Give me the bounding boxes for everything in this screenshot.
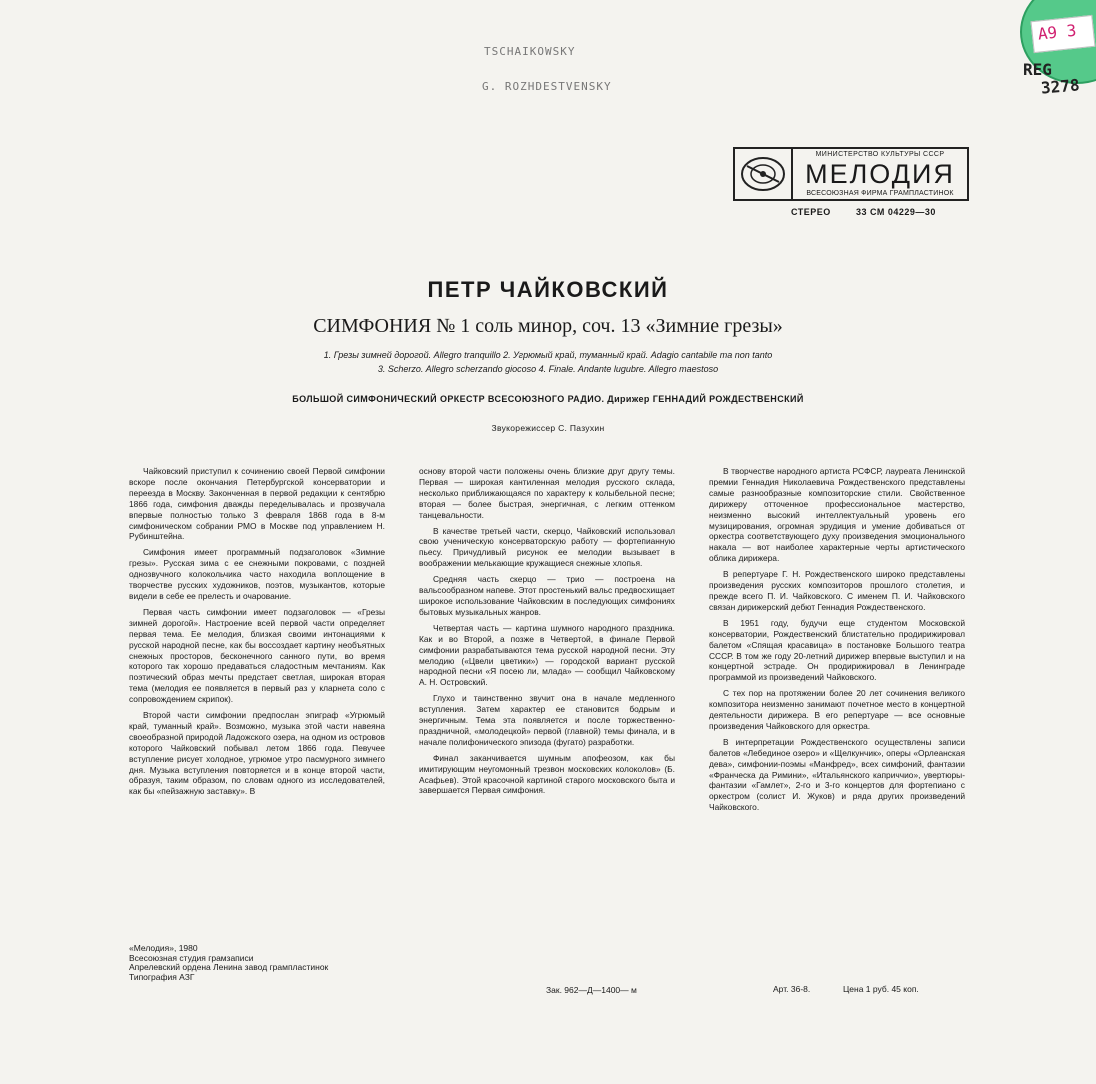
paragraph: Финал заканчивается шумным апофеозом, как бы имитирующим неугомонный трезвон московских колоколов» (Б. Асафьев). Этой красочной картиной старого московского быта и завершается Первая симфония.: [419, 752, 675, 796]
paragraph: В 1951 году, будучи еще студентом Московской консерватории, Рождественский блистательно продирижировал балетом «Спящая красавица» в постановке Большого театра СССР. В том же году 20-летний дирижер впервые выступил и на концертной эстраде. Он продирижировал в Ленинграде программой из произведений Чайковского.: [709, 617, 965, 683]
text-column-3: [709, 466, 965, 818]
paragraph: основу второй части положены очень близкие друг другу темы. Первая — широкая кантиленная мелодия русского склада, несколько приближающаяся по характеру к колыбельной песне; вторая — более быстрая, энергичная, с легким оттенком танцевальности.: [419, 466, 675, 520]
melodiya-logo: [733, 147, 969, 201]
reg-label: REG: [1023, 60, 1052, 79]
text-column-1: [129, 466, 385, 802]
logo-ministry: МИНИСТЕРСТВО КУЛЬТУРЫ СССР: [815, 151, 945, 158]
footer-studio: Всесоюзная студия грамзаписи: [129, 952, 254, 963]
footer-order: Зак. 962—Д—1400— м: [546, 985, 637, 995]
movements-line-2: 3. Scherzo. Allegro scherzando giocoso 4. Finale. Andante lugubre. Allegro maestoso: [377, 364, 719, 374]
sticker-code: A9 3: [1036, 20, 1078, 44]
handwritten-conductor-note: G. ROZHDESTVENSKY: [482, 80, 612, 93]
text-column-2: [419, 466, 675, 801]
composer-title: ПЕТР ЧАЙКОВСКИЙ: [427, 277, 669, 302]
paragraph: Глухо и таинственно звучит она в начале медленного вступления. Затем характер ее становится бодрым и энергичным. Тема эта появляется и после торжественно-праздничной, «молодецкой» первой (главной) темы финала, и в начале полифонического эпизода (фугато) разработки.: [419, 693, 675, 747]
sound-engineer-credit: Звукорежиссер С. Пазухин: [491, 423, 605, 433]
paragraph: Чайковский приступил к сочинению своей Первой симфонии вскоре после окончания Петербургской консерватории и переезда в Москву. Законченная в первой редакции к сентябрю 1866 года, симфония дважды переделывалась и прозвучала впервые полностью только 3 февраля 1868 года в 8-м симфоническом собрании РМО в Москве под управлением Н. Рубинштейна.: [129, 466, 385, 542]
paragraph: С тех пор на протяжении более 20 лет сочинения великого композитора неизменно занимают почетное место в концертной деятельности дирижера. В его репертуаре — все основные произведения Чайковского для оркестра.: [709, 688, 965, 731]
logo-brand: МЕЛОДИЯ: [805, 158, 955, 189]
orchestra-credit: БОЛЬШОЙ СИМФОНИЧЕСКИЙ ОРКЕСТР ВСЕСОЮЗНОГО РАДИО. Дирижер ГЕННАДИЙ РОЖДЕСТВЕНСКИЙ: [292, 394, 804, 404]
paragraph: Первая часть симфонии имеет подзаголовок — «Грезы зимней дорогой». Настроение всей первой части определяет первая тема. Ее мелодия, близкая своими интонациями к русской народной песне, как бы воссоздает картину необъятных снежных просторов, бесконечного санного пути, во время которого так хорошо предаваться сладостным мечтаниям. Как поэтический образ мечты предстает светлая, широкая вторая тема (мелодия ее появляется в первый раз у кларнета соло с сопровождением скрипок).: [129, 606, 385, 705]
record-emblem-icon: [735, 149, 793, 199]
sticker-label: [1030, 15, 1095, 53]
logo-firm: ВСЕСОЮЗНАЯ ФИРМА ГРАМПЛАСТИНОК: [806, 190, 954, 197]
catalog-number: 33 СМ 04229—30: [856, 207, 936, 217]
work-title: СИМФОНИЯ № 1 соль минор, соч. 13 «Зимние грезы»: [313, 315, 783, 337]
footer-publisher: «Мелодия», 1980: [129, 943, 198, 953]
reg-number: 3278: [1040, 75, 1081, 98]
paragraph: В репертуаре Г. Н. Рождественского широко представлены произведения русских композиторов прошлого столетия, и прежде всего П. И. Чайковского. С именем П. И. Чайковского связан дирижерский дебют Геннадия Рождественского.: [709, 569, 965, 612]
paragraph: Средняя часть скерцо — трио — построена на вальсообразном напеве. Этот простенький вальс предвосхищает широкое использование Чайковским в последующих симфониях бытовых музыкальных жанров.: [419, 574, 675, 617]
paragraph: В интерпретации Рождественского осуществлены записи балетов «Лебединое озеро» и «Щелкунчик», оперы «Орлеанская дева», симфонии-поэмы «Манфред», всех симфоний, фантазии «Франческа да Римини», «Итальянского каприччио», увертюры-фантазии «Гамлет», 2-го и 3-го концертов для фортепиано с оркестром (солист И. Жуков) и ряда других произведений Чайковского.: [709, 736, 965, 813]
paragraph: В качестве третьей части, скерцо, Чайковский использовал свою ученическую консерваторскую работу — фортепианную пьесу. Причудливый рисунок ее мелодии вызывает в воображении мелькающие кружащиеся снежные хлопья.: [419, 525, 675, 569]
footer-article: Арт. 36-8.: [773, 984, 811, 994]
footer-imprint: [129, 944, 328, 982]
movements-line-1: 1. Грезы зимней дорогой. Allegro tranquillo 2. Угрюмый край, туманный край. Adagio cantabile ma non tanto: [323, 350, 773, 360]
footer-printer: Типография АЗГ: [129, 971, 195, 982]
footer-factory: Апрелевский ордена Ленина завод грампластинок: [129, 962, 329, 972]
paragraph: Четвертая часть — картина шумного народного праздника. Как и во Второй, а позже в Четвертой, в финале Первой симфонии разрабатываются тема русской народной песни. Эту мелодию («Цвели цветики») — городской вариант русской народной песни «Я посею ли, младa» — сообщил Чайковскому А. Н. Островский.: [419, 622, 675, 688]
paragraph: Симфония имеет программный подзаголовок «Зимние грезы». Русская зима с ее снежными покровами, с поздней однозвучного колокольчика часто находила воплощение в творчестве русских художников, поэтов, музыкантов, которые видели в себе ее прелесть и очарование.: [129, 547, 385, 601]
stereo-label: СТЕРЕО: [791, 207, 831, 217]
footer-price: Цена 1 руб. 45 коп.: [843, 984, 919, 994]
paragraph: Второй части симфонии предпослан эпиграф «Угрюмый край, туманный край». Возможно, музыка этой части навеяна своеобразной природой Ладожского озера, на одном из островов которого Чайковский побывал летом 1866 года. Певучее вступление рисует холодное, угрюмое утро пасмурного зимнего дня. Музыка вступления повторяется и в конце второй части, образуя, таким образом, по словам одного из исследователей, как бы «пейзажную заставку». В: [129, 710, 385, 797]
paragraph: В творчестве народного артиста РСФСР, лауреата Ленинской премии Геннадия Николаевича Рождественского представлены самые разнообразные композиторские стили. Свойственное дирижеру отточенное профессиональное мастерство, неизменно высокий интеллектуальный уровень его музицирования, огромная эрудиция и умение добиваться от оркестра соответствующего духу произведения эмоционального накала — вот наиболее характерные черты артистического облика дирижера.: [709, 466, 965, 564]
handwritten-composer-note: TSCHAIKOWSKY: [484, 45, 576, 58]
